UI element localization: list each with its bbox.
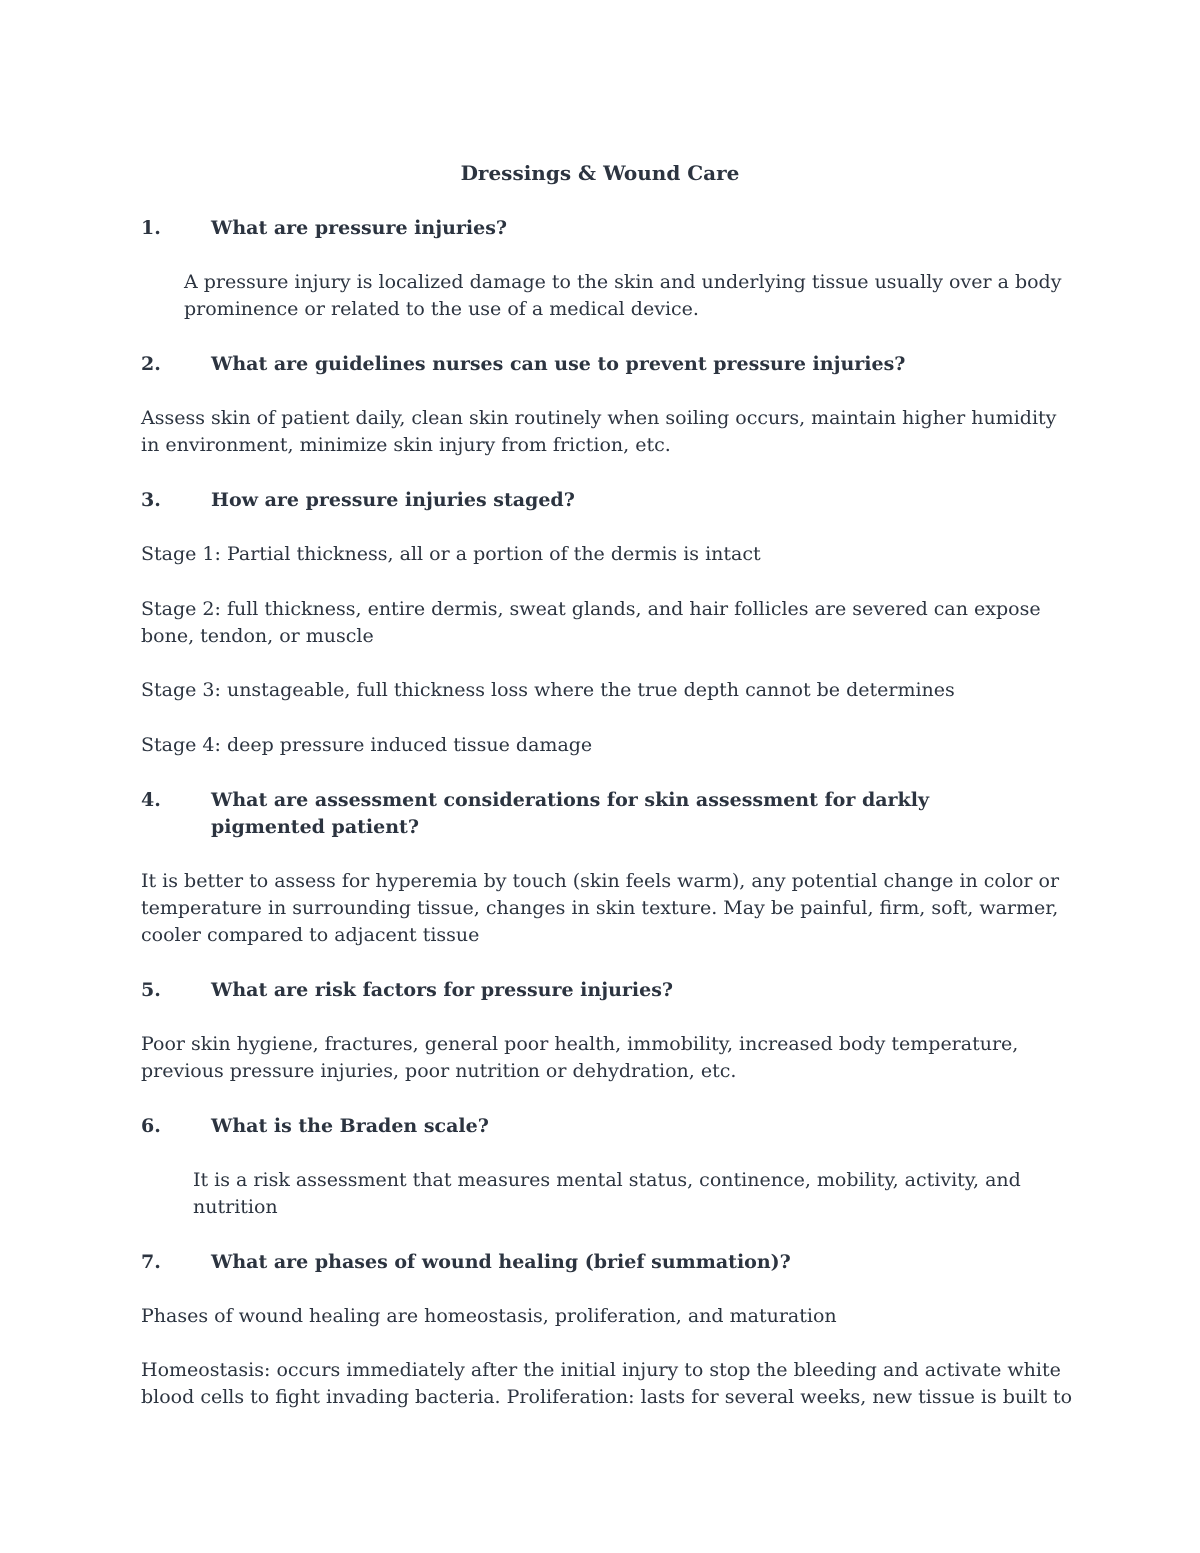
question-number: 2.: [141, 353, 161, 375]
answer-4-line-1: It is better to assess for hyperemia by touch (skin feels warm), any potential change in color or: [141, 870, 1060, 892]
answer-4-line-2: temperature in surrounding tissue, changes in skin texture. May be painful, firm, soft, warmer,: [141, 897, 1059, 919]
question-6: [141, 1113, 1061, 1140]
answer-4-line-3: cooler compared to adjacent tissue: [141, 924, 480, 946]
question-number: 5.: [141, 979, 161, 1001]
question-number: 4.: [141, 789, 161, 811]
question-text: How are pressure injuries staged?: [211, 489, 575, 511]
question-number: 7.: [141, 1251, 161, 1273]
question-text: What are risk factors for pressure injuries?: [211, 979, 674, 1001]
question-text: What are assessment considerations for skin assessment for darkly pigmented patient?: [211, 789, 929, 838]
question-number: 6.: [141, 1115, 161, 1137]
question-text: What are phases of wound healing (brief summation)?: [211, 1251, 791, 1273]
answer-7-paragraph-2-line-2: blood cells to fight invading bacteria. Proliferation: lasts for several weeks, new tissue is built to: [141, 1386, 1073, 1408]
question-2: [141, 351, 1061, 378]
answer-7-paragraph-1: Phases of wound healing are homeostasis, proliferation, and maturation: [141, 1305, 837, 1327]
question-number: 1.: [141, 217, 161, 239]
stage-2-text-line-2: bone, tendon, or muscle: [141, 625, 374, 647]
answer-5-line-1: Poor skin hygiene, fractures, general poor health, immobility, increased body temperature,: [141, 1033, 1019, 1055]
answer-2-line-2: in environment, minimize skin injury from friction, etc.: [141, 434, 671, 456]
question-5: [141, 977, 1061, 1004]
question-text: What are pressure injuries?: [211, 217, 508, 239]
question-7: [141, 1249, 1061, 1276]
answer-7-paragraph-2-line-1: Homeostasis: occurs immediately after the initial injury to stop the bleeding and activate white: [141, 1359, 1061, 1381]
answer-2-line-1: Assess skin of patient daily, clean skin routinely when soiling occurs, maintain higher humidity: [141, 407, 1057, 429]
answer-6-line-2: nutrition: [193, 1196, 278, 1218]
answer-5-line-2: previous pressure injuries, poor nutrition or dehydration, etc.: [141, 1060, 737, 1082]
document-title: Dressings & Wound Care: [460, 161, 740, 185]
question-text: What are guidelines nurses can use to prevent pressure injuries?: [211, 353, 906, 375]
stage-2-text-line-1: Stage 2: full thickness, entire dermis, sweat glands, and hair follicles are severed can expose: [141, 598, 1041, 620]
answer-1-line-2: prominence or related to the use of a medical device.: [184, 298, 699, 320]
stage-1-text: Stage 1: Partial thickness, all or a portion of the dermis is intact: [141, 543, 761, 565]
question-4: [141, 787, 1061, 841]
question-number: 3.: [141, 489, 161, 511]
question-text: What is the Braden scale?: [211, 1115, 489, 1137]
answer-1-line-1: A pressure injury is localized damage to the skin and underlying tissue usually over a body: [184, 271, 1062, 293]
question-1: [141, 215, 1061, 242]
answer-6-line-1: It is a risk assessment that measures mental status, continence, mobility, activity, and: [193, 1169, 1021, 1191]
question-3: [141, 487, 1061, 514]
stage-3-text: Stage 3: unstageable, full thickness loss where the true depth cannot be determines: [141, 679, 955, 701]
stage-4-text: Stage 4: deep pressure induced tissue damage: [141, 734, 593, 756]
